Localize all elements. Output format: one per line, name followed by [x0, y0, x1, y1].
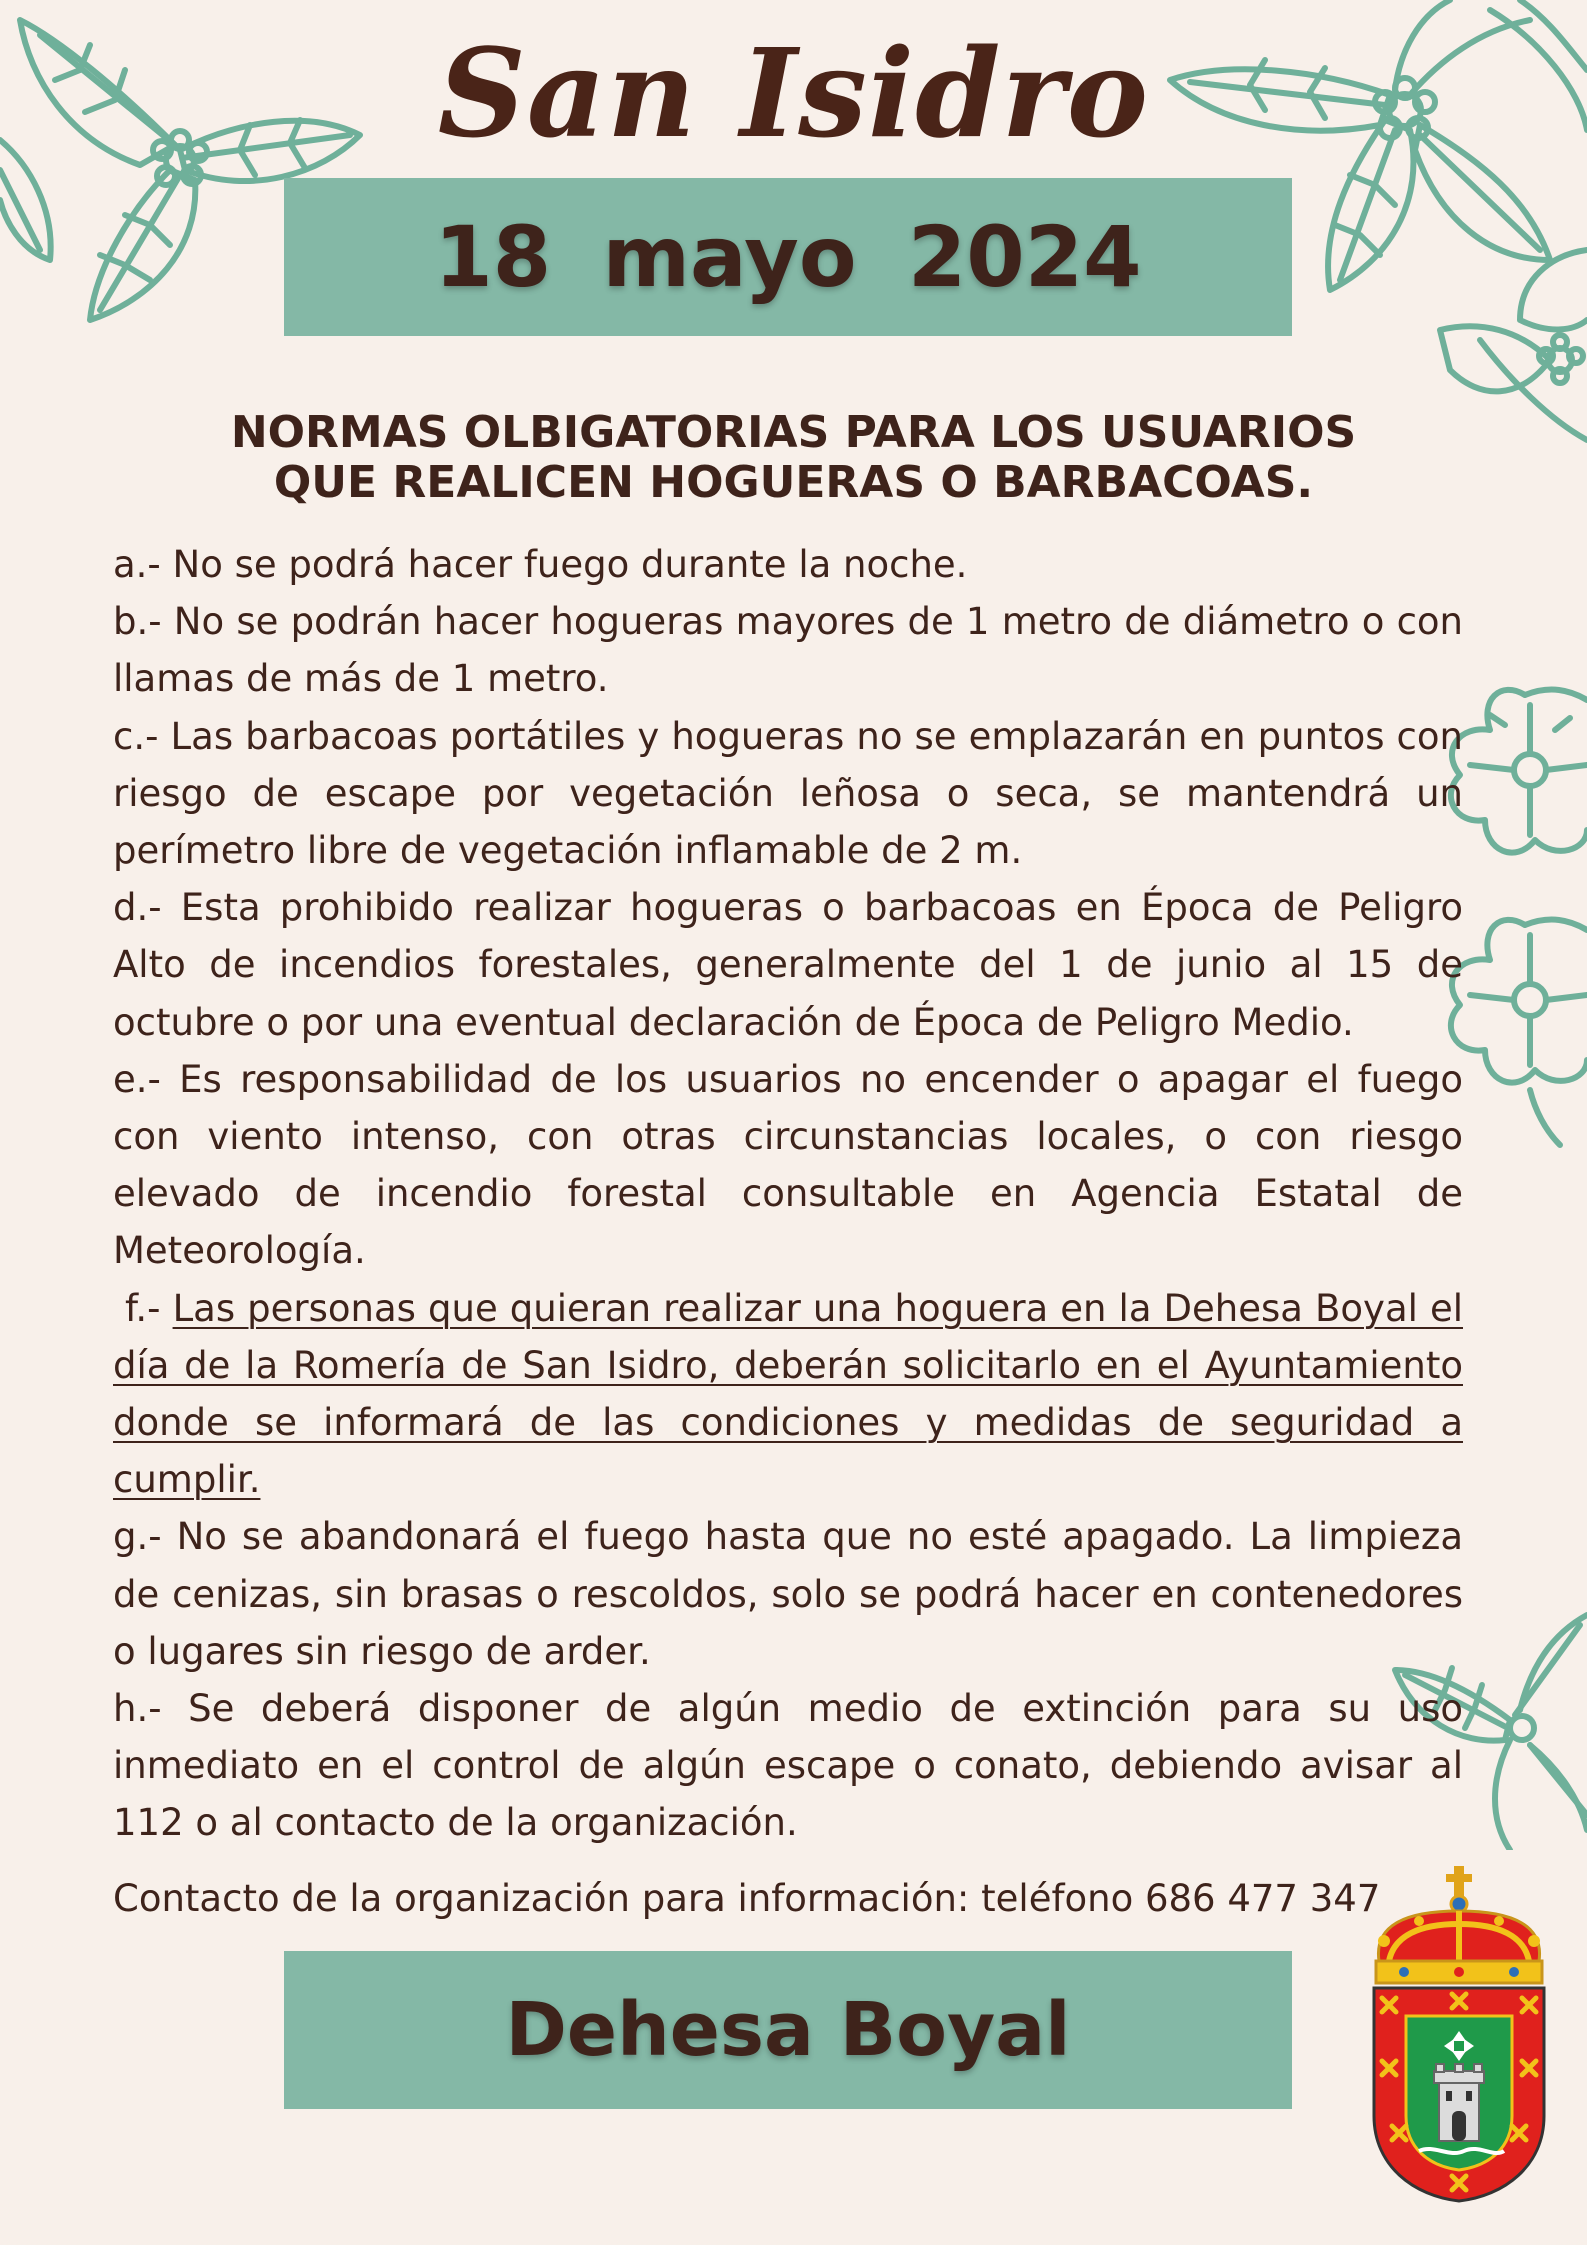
rule-b: b.- No se podrán hacer hogueras mayores de 1 metro de diámetro o con llamas de más de 1 metro. [113, 600, 1463, 701]
rules-heading-line1: NORMAS OLBIGATORIAS PARA LOS USUARIOS [230, 407, 1357, 458]
rules-heading [110, 408, 1477, 508]
date-banner-text: 18 mayo 2024 [434, 208, 1142, 306]
rule-e: e.- Es responsabilidad de los usuarios no encender o apagar el fuego con viento intenso, con otras circunstancias locales, o con riesgo elevado de incendio forestal consultable en Agencia Estatal de Meteorología. [113, 1057, 1463, 1273]
rule-h: h.- Se deberá disponer de algún medio de extinción para su uso inmediato en el control de algún escape o conato, debiendo avisar al 112 o al contacto de la organización. [113, 1687, 1463, 1845]
rule-d: d.- Esta prohibido realizar hogueras o barbacoas en Época de Peligro Alto de incendios forestales, generalmente del 1 de junio al 15 de octubre o por una eventual declaración de Época de Peligro Medio. [113, 886, 1463, 1044]
rule-f-text: Las personas que quieran realizar una hoguera en la Dehesa Boyal el día de la Romería de San Isidro, deberán solicitarlo en el Ayuntamiento donde se informará de las condiciones y medidas de seguridad a cumplir. [113, 1286, 1463, 1502]
contact-info: Contacto de la organización para información: teléfono 686 477 347 [113, 1877, 1381, 1920]
place-banner [284, 1951, 1292, 2109]
rule-g: g.- No se abandonará el fuego hasta que no esté apagado. La limpieza de cenizas, sin brasas o rescoldos, solo se podrá hacer en contenedores o lugares sin riesgo de arder. [113, 1515, 1463, 1673]
rules-heading-line2: QUE REALICEN HOGUERAS O BARBACOAS. [273, 457, 1314, 508]
rule-f-prefix: f.- [113, 1286, 173, 1330]
rules-list [113, 536, 1463, 1852]
date-banner [284, 178, 1292, 336]
rule-a: a.- No se podrá hacer fuego durante la noche. [113, 543, 968, 586]
rule-c: c.- Las barbacoas portátiles y hogueras no se emplazarán en puntos con riesgo de escape por vegetación leñosa o seca, se mantendrá un perímetro libre de vegetación inflamable de 2 m. [113, 714, 1463, 873]
rule-f [113, 1280, 1463, 1509]
place-banner-text: Dehesa Boyal [505, 1987, 1071, 2073]
page-title: San Isidro [437, 21, 1150, 165]
coat-of-arms-icon [1364, 1866, 1554, 2206]
